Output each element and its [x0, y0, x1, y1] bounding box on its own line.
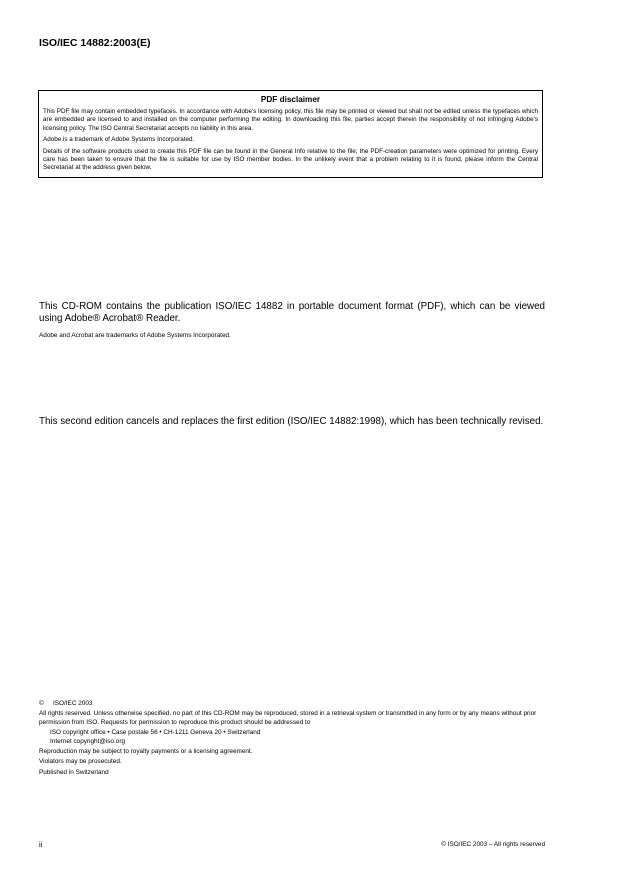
copyright-line — [39, 700, 547, 708]
page-number: ii — [39, 840, 43, 849]
acrobat-trademark-note: Adobe and Acrobat are trademarks of Adobe Systems Incorporated. — [39, 332, 231, 339]
copyright-symbol: © — [39, 700, 44, 707]
copyright-block — [39, 700, 547, 779]
document-id: ISO/IEC 14882:2003(E) — [39, 37, 151, 49]
violators-note: Violators may be prosecuted. — [39, 758, 122, 766]
disclaimer-paragraph-trademark: Adobe is a trademark of Adobe Systems Incorporated. — [43, 136, 195, 144]
disclaimer-paragraph-typefaces: This PDF file may contain embedded typefaces. In accordance with Adobe's licensing policy, this file may be printed or viewed but shall not be edited unless the typefaces which are embedded are licensed to and installed on the computer performing the editing. In downloading this file, parties accept therein the responsibility of not infringing Adobe's licensing policy. The ISO Central Secretariat accepts no liability in this area. — [43, 108, 538, 132]
royalty-note: Reproduction may be subject to royalty payments or a licensing agreement. — [39, 748, 253, 756]
cdrom-paragraph: This CD-ROM contains the publication ISO/IEC 14882 in portable document format (PDF), which can be viewed using Adobe® Acrobat® Reader. — [39, 301, 545, 324]
footer-copyright: © ISO/IEC 2003 – All rights reserved — [441, 841, 545, 848]
published-note: Published in Switzerland — [39, 768, 109, 776]
copyright-year: ISO/IEC 2003 — [53, 700, 93, 707]
copyright-internet: Internet copyright@iso.org — [50, 737, 126, 745]
disclaimer-paragraph-details: Details of the software products used to create this PDF file can be found in the General Info relative to the file; the PDF-creation parameters were optimized for printing. Every care has been taken to ensure that the file is suitable for use by ISO member bodies. In the unlikely event that a problem relating to it is found, please inform the Central Secretariat at the address given below. — [43, 147, 538, 172]
disclaimer-title: PDF disclaimer — [260, 95, 321, 104]
edition-paragraph: This second edition cancels and replaces the first edition (ISO/IEC 14882:1998), which has been technically revised. — [39, 416, 544, 427]
copyright-office-address: ISO copyright office • Case postale 56 • CH-1211 Geneva 20 • Switzerland — [50, 729, 261, 737]
pdf-disclaimer-box — [38, 90, 543, 178]
rights-paragraph: All rights reserved. Unless otherwise specified, no part of this CD-ROM may be reproduced, stored in a retrieval system or transmitted in any form or by any means without prior permission from ISO. Requests for permission to reproduce this product should be addressed to — [39, 710, 537, 726]
